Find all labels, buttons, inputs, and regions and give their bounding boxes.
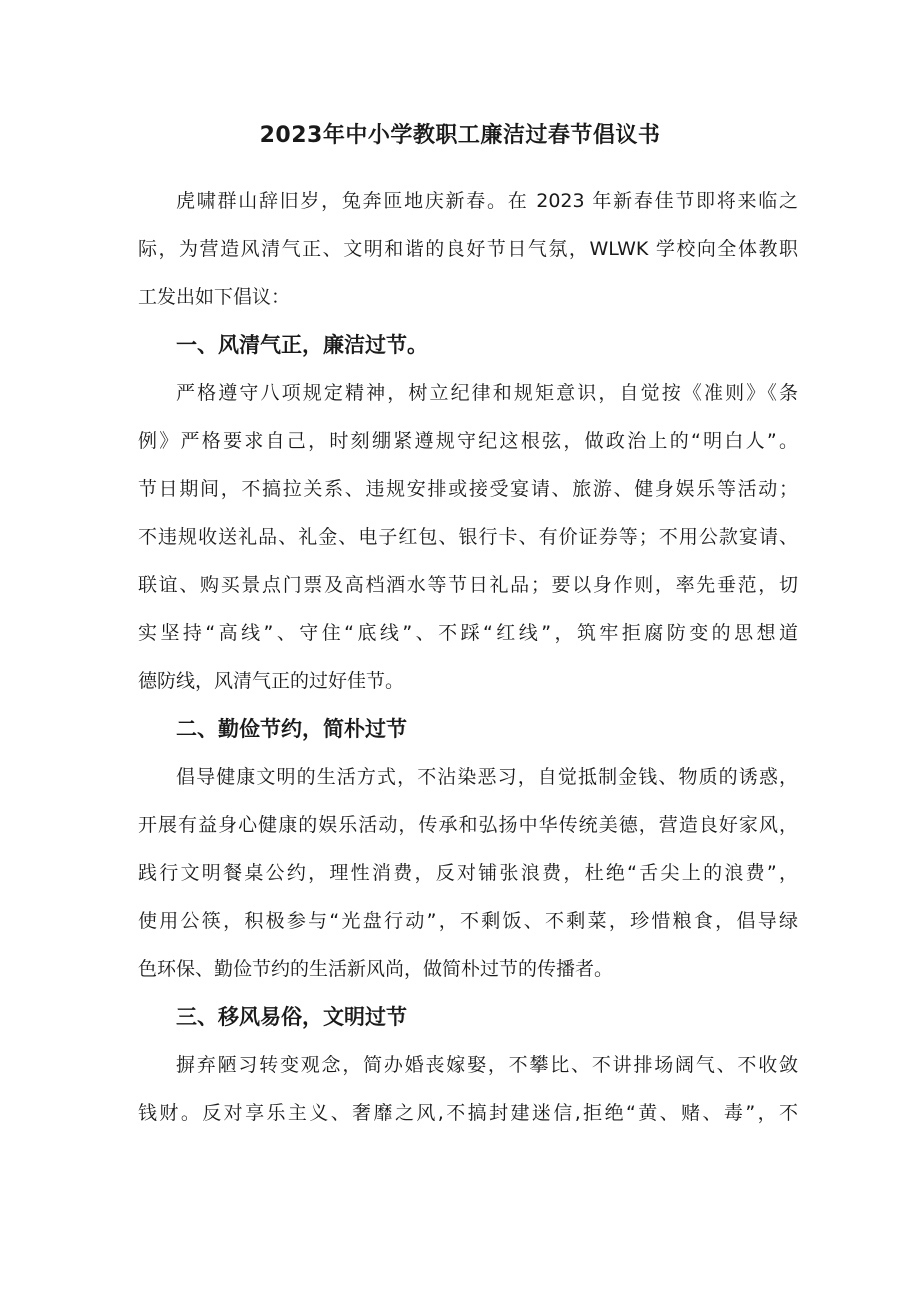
section-heading: 三、移风易俗，文明过节 [176, 1005, 407, 1029]
paragraph-line: 钱财。反对享乐主义、奢靡之风,不搞封建迷信,拒绝“黄、赌、毒”，不 [138, 1102, 798, 1124]
paragraph-line: 摒弃陋习转变观念，简办婚丧嫁娶，不攀比、不讲排场阔气、不收敛 [176, 1054, 798, 1076]
intro-line: 虎啸群山辞旧岁，兔奔匝地庆新春。在 2023 年新春佳节即将来临之 [176, 190, 798, 212]
paragraph-line: 开展有益身心健康的娱乐活动，传承和弘扬中华传统美德，营造良好家风， [138, 814, 798, 836]
section-heading: 一、风清气正，廉洁过节。 [176, 333, 428, 357]
paragraph-line: 不违规收送礼品、礼金、电子红包、银行卡、有价证券等；不用公款宴请、 [138, 526, 798, 548]
paragraph-line: 严格遵守八项规定精神，树立纪律和规矩意识，自觉按《准则》《条 [176, 382, 798, 404]
paragraph-line: 节日期间，不搞拉关系、违规安排或接受宴请、旅游、健身娱乐等活动； [138, 478, 798, 500]
paragraph-line: 践行文明餐桌公约，理性消费，反对铺张浪费，杜绝“舌尖上的浪费”， [138, 862, 798, 884]
paragraph-line: 例》严格要求自己，时刻绷紧遵规守纪这根弦，做政治上的“明白人”。 [138, 430, 798, 452]
paragraph-line: 使用公筷，积极参与“光盘行动”，不剩饭、不剩菜，珍惜粮食，倡导绿 [138, 910, 798, 932]
paragraph-line: 德防线，风清气正的过好佳节。 [138, 670, 405, 692]
paragraph-line: 实坚持“高线”、守住“底线”、不踩“红线”，筑牢拒腐防变的思想道 [138, 622, 798, 644]
paragraph-line: 联谊、购买景点门票及高档酒水等节日礼品；要以身作则，率先垂范，切 [138, 574, 798, 596]
intro-line: 际，为营造风清气正、文明和谐的良好节日气氛，WLWK 学校向全体教职 [138, 238, 798, 260]
document-title: 2023年中小学教职工廉洁过春节倡议书 [259, 123, 661, 148]
document-body [138, 182, 798, 1142]
paragraph-line: 色环保、勤俭节约的生活新风尚，做简朴过节的传播者。 [138, 958, 614, 980]
paragraph-line: 倡导健康文明的生活方式，不沾染恶习，自觉抵制金钱、物质的诱惑， [176, 766, 798, 788]
intro-line: 工发出如下倡议： [138, 286, 291, 308]
section-heading: 二、勤俭节约，简朴过节 [176, 717, 407, 741]
